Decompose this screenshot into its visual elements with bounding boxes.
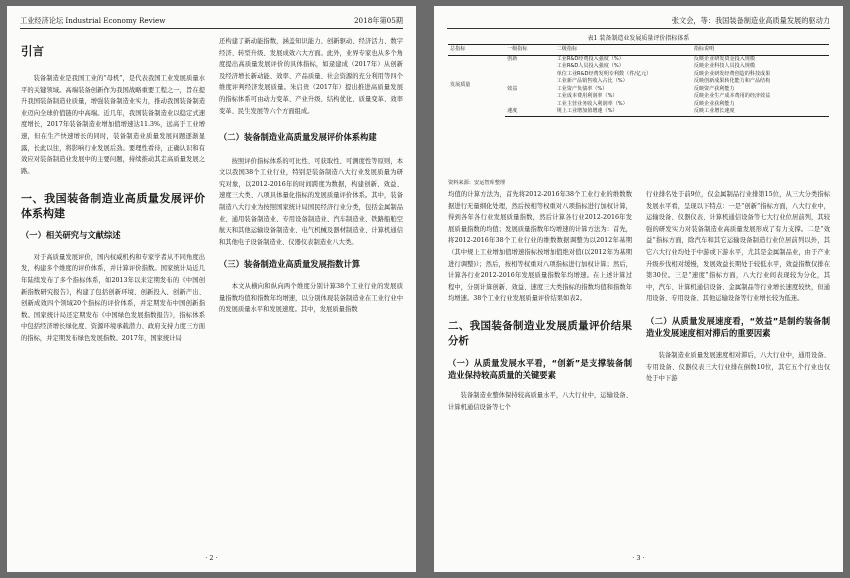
body-paragraph: 装备制造业整体保持较高质量水平，八大行业中，运输设备、计算机通信设备等七个 [448,391,632,411]
table-cell-total: 发展质量 [450,82,471,88]
table-row [448,55,829,63]
body-paragraph: 均值的计算方法为，首先将2012-2016年38个工业行业的维数数据进行无量纲化处理，然后按相等权重对八项指标进行加权计算，得到各年各行业发展质量指数，然后计算各行业2012-2016年发展质量指数的均值；发展质量指数年均增速的计算方法为：首先，将2012-2016年38个工业行业的维数数据调整为以2012年基期（其中规上工业增加值增速指标按增加值绝对值(以2012年为基期进行调整)）；然后，按相等权重对八项指标进行加权计算；然后，计算各行业2012-2016年发展质量指数年均增速。在上述计算过程中，分别计算创新、效益、速度三大类指标的指数均值和指数年均增速。38个工业行业发展质量评价结果如表2。 [448,191,632,303]
body-paragraph: 行业排名处于前9位，仅金属制品行业排第15位，从三大分类指标发展水平看，呈现以下特点：一是“创新”指标方面，八大行业中，运输设备、仪器仪表、计算机通信设备等七大行业位居前列，其较强的研发实力对装备制造业高质量发展形成了有力支撑。二是“效益”指标方面，除汽车和其它运输设备制造行业位居前列以外，其它六大行业均处于中游或下游水平，尤其是金属制品业，由于产业升级步伐相对缓慢，发展效益长期处于较低水平，效益指数仅排在第30位。三是“速度”指标方面，八大行业间表现较为分化，其中，汽车、计算机通信设备、金属制品等行业增长速度较快，但通用设备、专用设备、其他运输设备等行业增长较为低迷。 [646,191,830,303]
intro-heading: 引言 [21,44,44,58]
table-cell-description: 反映企业获利能力 [693,100,735,107]
table-cell-description: 反映创新成果转化能力和产品结构 [693,78,771,84]
table-header-cell: 二级指标 [555,45,692,56]
table-cell-level2: 工业主营业务收入利润率（%） [556,100,628,107]
table-cell-level2: 单位工业R&D经费发明专利数（件/亿元） [556,70,652,77]
section-heading-2: 二、我国装备制造业发展质量评价结果分析 [448,319,632,347]
table-cell-level1: 创新 [507,55,518,62]
journal-name: 工业经济论坛 Industrial Economy Review [20,16,166,25]
table-cell-level2: 工业资产负债率（%） [556,85,608,92]
table-row [448,86,829,94]
table-cell-level2: 规上工业增加值增速（%） [555,108,692,116]
table-cell-level2: 工业R&D经费投入强度（%） [556,55,624,62]
table-header-cell: 一级指标 [505,45,555,56]
table-row [448,108,829,116]
left-column-1 [21,36,205,345]
body-paragraph: 还构建了新动能指数，涵盖知识能力、创新驱动、经济活力、数字经济、转型升级、发展成效六大方面。此外，业界专家也从多个角度提出高质量发展评价的具体指标，如逯建成（2017年）从创新及经济增长新动能、效率、产品质量、社会资源的充分利用等四个维度评判经济发展质量。朱启贵（2017年）提出推进高质量发展的指标体系可由动力变革、产业升级、结构优化、质量变革、效率变革、民生发展等六个方面组成。 [219,38,403,115]
table-cell-description: 反映企业生产成本费用的经济效益 [693,93,771,99]
table-cell-description: 反映企业研发经费创造的科技成果 [693,70,771,77]
body-paragraph: 对于高质量发展评价，国内权威机构和专家学者从不同角度出发，构建多个维度的评价体系，并计算评价指数。国家统计局近几年陆续发布了多个指标体系，如2013年以来定期发布的《中国创新指数研究报告》，构建了包括创新环境、创新投入、创新产出、创新成效四个领域20个指标的评价体系，并定期发布中国创新指数。国家统计局还定期发布《中国绿色发展指数报告》，指标体系中包括经济增长绿化度、资源环境承载潜力、政府支持力度三方面的指标，并定期发布绿色发展指数。2017年，国家统计局 [21,253,205,342]
subsection-heading-5: （二）从质量发展速度看，“效益”是制约装备制造业发展速度相对滞后的重要因素 [646,315,830,339]
table-cell-level1: 速度 [505,108,555,116]
right-column-2 [646,189,830,385]
table-body [448,55,829,116]
table-cell-description: 反映资产获利能力 [693,85,735,92]
article-running-title: 张文会，等：我国装备制造业高质量发展的驱动力 [671,16,830,25]
subsection-heading-4: （一）从质量发展水平看，“创新”是支撑装备制造业保持较高质量的关键要素 [448,357,632,381]
left-page [7,6,416,572]
table-cell-description: 反映企业科技人员投入规模 [693,63,755,69]
section-heading-1: 一、我国装备制造业高质量发展评价体系构建 [21,192,205,221]
table-cell-description: 反映企业研发资金投入规模 [693,55,755,62]
subsection-heading-2: （二）装备制造业高质量发展评价体系构建 [219,132,377,143]
table-cell-level2: 工业成本费用利润率（%） [556,93,618,99]
issue-number: 2018年第05期 [353,16,403,25]
table-cell-level2: 工业新产品销售收入占比（%） [556,78,628,84]
table-source: 资料来源：安运智库整理 [448,180,506,186]
left-column-2 [219,36,403,316]
table-header-cell: 总指标 [448,45,505,56]
table-header-cell: 指标说明 [692,45,829,56]
page-number: · 2 · [205,554,218,562]
right-page [434,6,843,572]
page-number: · 3 · [632,554,645,562]
indicator-table [448,44,829,117]
body-paragraph: 按照评价指标体系的可比性、可获取性、可测度性等原则，本文以我国38个工业行业，特别是装备制造八大行业发展质量为研究对象，以2012-2016年的时间跨度为数据，构建创新、效益、速度三大类、八项具体量化指标的发展质量评价体系。其中，装备制造八大行业为按照国家统计局国民经济行业分类，包括金属制品业、通用装备制造业、专用设备制造业、汽车制造业、铁路船舶空航天和其他运输设备制造业、电气机械及器材制造业、计算机通信和其他电子设备制造业、仪器仪表制造业八大类。 [219,157,403,246]
body-paragraph: 本文从横向和纵向两个维度分别计算38个工业行业的发展质量指数均值和指数年均增速，以分别体现装备制造业在工业行业中的发展质量水平和发展速度。其中，发展质量指数 [219,282,403,314]
subsection-heading-3: （三）装备制造业高质量发展指数计算 [219,259,361,270]
running-header [20,14,403,29]
running-header [447,14,830,29]
intro-paragraph: 装备制造业是我国工业的“母机”，是代表我国工业发展质量水平的关键领域。高端装备创新作为我国战略重要工程之一，旨在提升我国装备制造业质量，增强装备制造业实力，推动我国装备制造业迈向全球价值链的中高端。近几年，我国装备制造业以稳定式速度增长，2017年装备制造业增加值增速达11.3%，远高于工业增速，但在生产快速增长的同时，装备制造业质量发展问题逐渐显露，长此以往，将影响行业发展后劲。要理性看待，正确认识和有效应对装备制造业发展中的主要问题，持续推动其走高质量发展之路。 [21,75,205,175]
subsection-heading-1: （一）相关研究与文献综述 [21,230,121,241]
table-header-row [448,45,829,56]
table-cell-description: 反映工业增长速度 [692,108,829,116]
table-cell-level1: 效益 [507,85,518,92]
table-cell-level2: 工业R&D人员投入强度（%） [556,63,624,69]
table-caption: 表1 装备制造业发展质量评价指标体系 [587,35,690,42]
body-paragraph: 装备制造业质量发展速度相对滞后，八大行业中，通用设备、专用设备、仪器仪表三大行业排在倒数10位，其它五个行业也仅处于中下游 [646,351,830,383]
right-column-1 [448,189,632,413]
